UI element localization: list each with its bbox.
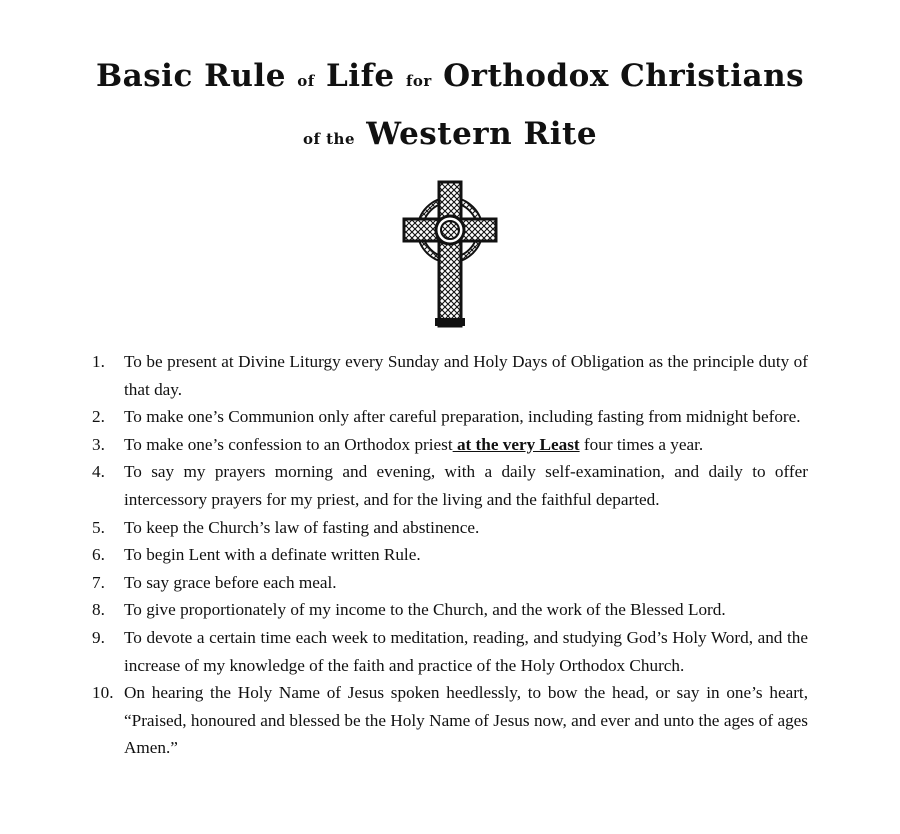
rule-number: 8.: [92, 600, 105, 620]
title-word-of: of: [297, 72, 315, 90]
title-word-of-the: of the: [302, 130, 355, 148]
list-item: [92, 514, 808, 542]
rule-list: [92, 348, 808, 762]
title-word-for: for: [405, 72, 432, 90]
rule-number: 6.: [92, 545, 105, 565]
rule-text: To say my prayers morning and evening, with a daily self-examination, and daily to offer intercessory prayers for my priest, and for the living and the faithful departed.: [124, 462, 808, 509]
rule-text-end: four times a year.: [579, 434, 704, 454]
title-part-orthodox-christians: Orthodox Christians: [443, 58, 805, 94]
rule-number: 10.: [92, 683, 114, 703]
rule-text-start: To make one’s confession to an Orthodox priest: [124, 434, 453, 454]
list-item: [92, 596, 808, 624]
list-item: [92, 679, 808, 762]
celtic-cross-icon: [400, 178, 500, 328]
rule-number: 5.: [92, 517, 105, 537]
rule-text: To keep the Church’s law of fasting and abstinence.: [124, 517, 480, 537]
rule-number: 1.: [92, 352, 105, 371]
title-part-basic-rule: Basic Rule: [95, 58, 286, 94]
rule-number: 2.: [92, 407, 105, 427]
rule-text: To devote a certain time each week to meditation, reading, and studying God’s Holy Word, and the increase of my knowledge of the faith and practice of the Holy Orthodox Church.: [124, 627, 808, 675]
rule-number: 9.: [92, 627, 105, 647]
document-title-line-1: [0, 58, 900, 94]
rule-text: To say grace before each meal.: [124, 572, 337, 592]
rule-number: 3.: [92, 434, 105, 454]
list-item: [92, 403, 808, 431]
title-part-western-rite: Western Rite: [366, 116, 598, 152]
rule-text: To begin Lent with a definate written Rule.: [124, 545, 421, 565]
rule-text: To give proportionately of my income to the Church, and the work of the Blessed Lord.: [124, 600, 726, 620]
list-item: [92, 541, 808, 569]
rule-text: To be present at Divine Liturgy every Sunday and Holy Days of Obligation as the principle duty of that day.: [124, 352, 808, 399]
list-item: [92, 624, 808, 679]
list-item: [92, 348, 808, 403]
list-item: [92, 569, 808, 597]
title-part-life: Life: [326, 58, 395, 94]
rule-text-emphasis: at the very Least: [452, 434, 580, 454]
rule-number: 4.: [92, 462, 105, 482]
list-item: [92, 458, 808, 513]
list-item: [92, 431, 808, 459]
rule-number: 7.: [92, 572, 105, 592]
rule-text: To make one’s Communion only after careful preparation, including fasting from midnight before.: [124, 407, 801, 427]
rule-text: On hearing the Holy Name of Jesus spoken heedlessly, to bow the head, or say in one’s heart, “Praised, honoured and blessed be the Holy Name of Jesus now, and ever and unto the ages of ages Amen.”: [124, 683, 808, 758]
document-title-line-2: [0, 116, 900, 152]
